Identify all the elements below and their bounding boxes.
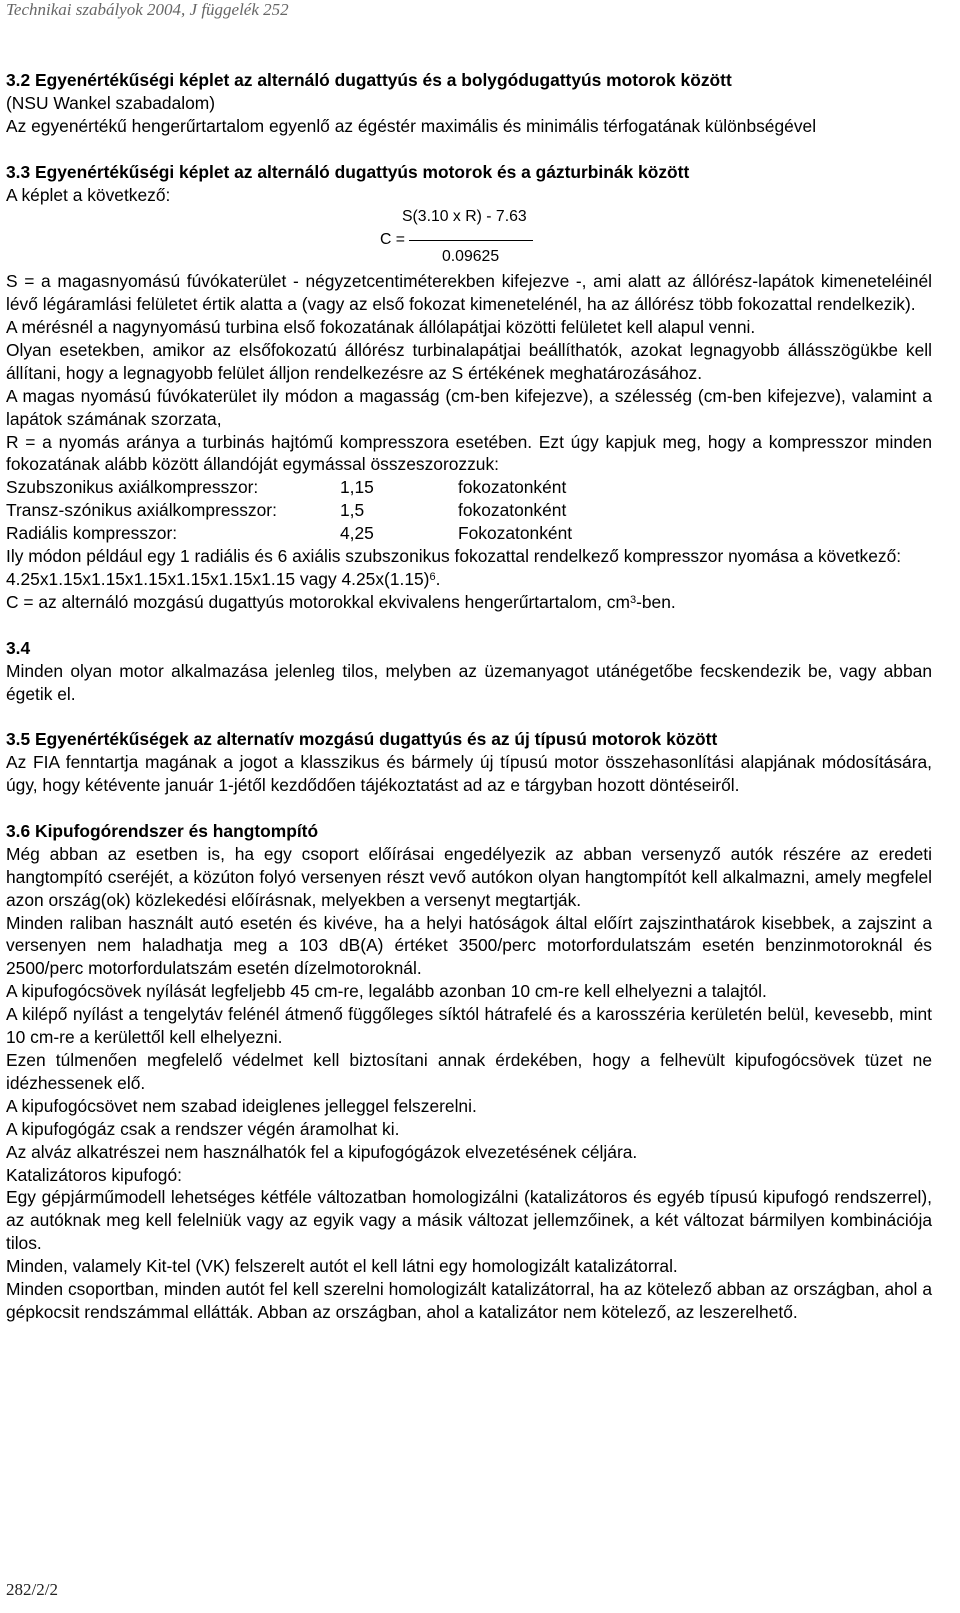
formula-denominator: 0.09625 bbox=[442, 248, 500, 266]
paragraph: A kipufogócsövek nyílását legfeljebb 45 cm-re, legalább azonban 10 cm-re kell elhelyezni a talajtól. bbox=[6, 981, 767, 1002]
example-end: . bbox=[435, 568, 441, 589]
definition-c-text: C = az alternáló mozgású dugattyús motorokkal ekvivalens hengerűrtartalom, cm bbox=[6, 591, 630, 612]
table-row bbox=[6, 499, 932, 522]
paragraph: A kipufogócsövet nem szabad ideiglenes jelleggel felszerelni. bbox=[6, 1095, 477, 1116]
page-number: 282/2/2 bbox=[6, 1580, 58, 1599]
section-3-4-heading: 3.4 bbox=[6, 637, 31, 658]
section-3-4-body: Minden olyan motor alkalmazása jelenleg tilos, melyben az üzemanyagot utánégetőbe fecskendezik be, vagy abban égetik el. bbox=[6, 660, 932, 704]
paragraph: A kipufogógáz csak a rendszer végén áramolhat ki. bbox=[6, 1118, 400, 1139]
document-body bbox=[6, 69, 932, 1324]
compressor-value: 1,15 bbox=[340, 477, 374, 498]
paragraph: Még abban az esetben is, ha egy csoport előírásai engedélyezik az abban versenyző autók részére az eredeti hangtompító cseréjét, a közúton folyó versenyen részt vevő autókon olyan hangtompítót kell alkalmazni, amely megfelel azon ország(ok) közlekedési előírásnak, melyekben a versenyt megtartják. bbox=[6, 843, 932, 910]
definition-c bbox=[6, 591, 932, 614]
section-3-2-heading: 3.2 Egyenértékűségi képlet az alternáló dugattyús és a bolygódugattyús motorok között bbox=[6, 70, 732, 90]
measurement-note: A mérésnél a nagynyomású turbina első fokozatának állólapátjai közötti felületet kell alapul venni. bbox=[6, 317, 756, 338]
compressor-table bbox=[6, 476, 932, 545]
formula-numerator: S(3.10 x R) - 7.63 bbox=[402, 208, 527, 226]
paragraph: Az alváz alkatrészei nem használhatók fel a kipufogógázok elvezetésének céljára. bbox=[6, 1141, 638, 1162]
formula-lhs-text: C = bbox=[380, 231, 406, 249]
section-3-6-heading: 3.6 Kipufogórendszer és hangtompító bbox=[6, 820, 319, 841]
example-calculation bbox=[6, 568, 932, 591]
table-row bbox=[6, 476, 932, 499]
fraction-bar bbox=[409, 240, 533, 241]
compressor-unit: fokozatonként bbox=[458, 500, 567, 521]
paragraph: A kilépő nyílást a tengelytáv felénél átmenő függőleges síktól hátrafelé és a karosszéria kerületén belül, kevesebb, mint 10 cm-re a kerülettől kell elhelyezni. bbox=[6, 1004, 932, 1048]
formula-intro: A képlet a következő: bbox=[6, 184, 171, 205]
section-3-2-subtitle: (NSU Wankel szabadalom) bbox=[6, 92, 216, 113]
example-intro: Ily módon például egy 1 radiális és 6 axiális szubszonikus fokozattal rendelkező kompresszor nyomása a következő: bbox=[6, 546, 902, 567]
definition-s: S = a magasnyomású fúvókaterület - négyzetcentiméterekben kifejezve -, ami alatt az állórész-lapátok kimeneteléinél lévő légáramlási felületet értik alatta a (vagy az első fokozat kimenetelénél, ha az állórész több fokozattal rendelkezik). bbox=[6, 271, 932, 315]
definition-c-exponent: 3 bbox=[629, 593, 637, 606]
section-3-5-body: Az FIA fenntartja magának a jogot a klasszikus és bármely új típusú motor összehasonlítási alapjának módosítására, úgy, hogy kétévente január 1-jétől kezdődően tájékoztatást ad az e tárgyban hozott döntéseiről. bbox=[6, 752, 932, 796]
paragraph: Ezen túlmenően megfelelő védelmet kell biztosítani annak érdekében, hogy a felhevült kipufogócsövek tüzet ne idézhessenek elő. bbox=[6, 1049, 932, 1093]
running-header: Technikai szabályok 2004, J függelék 252 bbox=[6, 0, 289, 19]
section-3-5-heading: 3.5 Egyenértékűségek az alternatív mozgású dugattyús és az új típusú motorok között bbox=[6, 729, 718, 750]
compressor-name: Szubszonikus axiálkompresszor: bbox=[6, 477, 259, 498]
compressor-unit: Fokozatonként bbox=[458, 523, 573, 544]
paragraph: Minden, valamely Kit-tel (VK) felszerelt autót el kell látni egy homologizált katalizátorral. bbox=[6, 1256, 678, 1277]
formula-numerator-row bbox=[6, 206, 932, 229]
nozzle-area-note: A magas nyomású fúvókaterület ily módon a magasság (cm-ben kifejezve), a szélesség (cm-ben kifejezve), valamint a lapátok számának szorzata, bbox=[6, 385, 932, 429]
paragraph: Minden raliban használt autó esetén és kivéve, ha a helyi hatóságok által előírt zajszinthatárok kisebbek, a zajszint a versenyen nem haladhatja meg a 103 dB(A) értéket 3500/perc motorfordulatszám esetén benzinmotoroknál és 2500/perc motorfordulatszám esetén dízelmotoroknál. bbox=[6, 912, 932, 979]
example-exponent: 6 bbox=[429, 570, 436, 583]
formula-denominator-row bbox=[6, 248, 932, 270]
table-row bbox=[6, 522, 932, 545]
paragraph: Katalizátoros kipufogó: bbox=[6, 1164, 182, 1185]
example-text: 4.25x1.15x1.15x1.15x1.15x1.15x1.15 vagy 4.25x(1.15) bbox=[6, 568, 430, 589]
section-3-2-body: Az egyenértékű hengerűrtartalom egyenlő az égéstér maximális és minimális térfogatának különbségével bbox=[6, 115, 817, 136]
compressor-value: 4,25 bbox=[340, 523, 374, 544]
paragraph: Minden csoportban, minden autót fel kell szerelni homologizált katalizátorral, ha az kötelező abban az országban, ahol a gépkocsit rendszámmal ellátták. Abban az országban, ahol a katalizátor nem kötelező, az leszerelhető. bbox=[6, 1279, 932, 1322]
compressor-unit: fokozatonként bbox=[458, 477, 567, 498]
paragraph: Egy gépjárműmodell lehetséges kétféle változatban homologizálni (katalizátoros és egyéb típusú kipufogó rendszerrel), az autóknak meg kell felelniük vagy az egyik vagy a másik változat jellemzőinek, a két változat bármilyen kombinációja tilos. bbox=[6, 1187, 932, 1254]
compressor-name: Transz-szónikus axiálkompresszor: bbox=[6, 500, 277, 521]
section-3-3-heading: 3.3 Egyenértékűségi képlet az alternáló dugattyús motorok és a gázturbinák között bbox=[6, 161, 690, 182]
compressor-value: 1,5 bbox=[340, 500, 365, 521]
adjustable-blades-note: Olyan esetekben, amikor az elsőfokozatú állórész turbinalapátjai beállíthatók, azokat legnagyobb állásszögükbe kell állítani, hogy a legnagyobb felület álljon rendelkezésre az S értékének meghatározásához. bbox=[6, 339, 932, 383]
compressor-name: Radiális kompresszor: bbox=[6, 523, 178, 544]
definition-c-end: -ben. bbox=[636, 591, 676, 612]
definition-r: R = a nyomás aránya a turbinás hajtómű kompresszora esetében. Ezt úgy kapjuk meg, hogy a kompresszor minden fokozatának alább között állandóját egymással összeszorozzuk: bbox=[6, 431, 932, 475]
